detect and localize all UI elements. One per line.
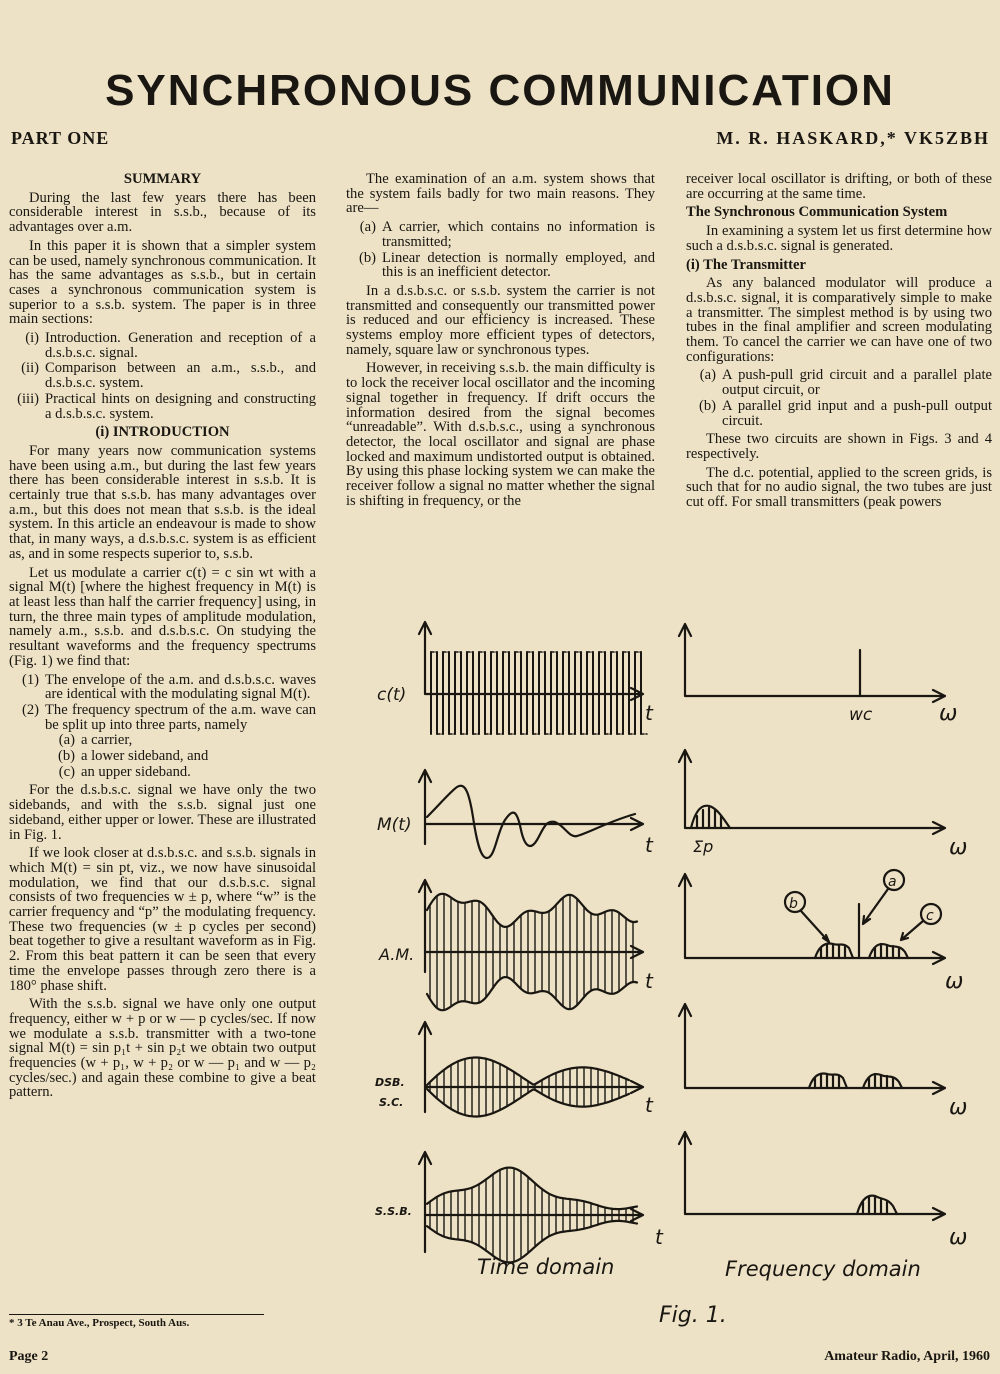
paragraph: For the d.s.b.s.c. signal we have only the two sidebands, and with the s.s.b. signal just one sideband, either upper or lower. These are illustrated in Fig. 1.: [9, 782, 316, 843]
section-heading: The Synchronous Communication System: [686, 204, 948, 221]
paragraph: With the s.s.b. signal we have only one output frequency, either w + p or w — p cycles/sec. If now we modulate a s.s.b. transmitter with a two-tone signal M(t) = sin p₁t + sin p₂t we obtain two output frequencies (w + p₁, w + p₂ or w — p₁ and w — p₂ cycles/sec.) and again these combine to give a beat pattern.: [9, 996, 316, 1101]
column-right: [686, 172, 992, 514]
row-label-sc: S.C.: [379, 1096, 404, 1109]
list-item: (c) an upper sideband.: [58, 763, 191, 780]
omega-axis-label: ω: [949, 835, 968, 860]
issue-line: Amateur Radio, April, 1960: [824, 1349, 990, 1364]
figure-caption: Fig. 1.: [659, 1303, 727, 1328]
time-axes: [419, 622, 643, 1252]
paragraph: The examination of an a.m. system shows that the system fails badly for two main reasons. They are—: [346, 171, 655, 217]
t-axis-label: t: [645, 701, 653, 725]
page-number: Page 2: [9, 1349, 49, 1364]
intro-heading: (i) INTRODUCTION: [95, 424, 230, 441]
t-axis-label: t: [645, 833, 653, 857]
baseband-spectrum: [691, 806, 730, 828]
paragraph: If we look closer at d.s.b.s.c. and s.s.b. signals in which M(t) = sin pt, viz., we now have sinusoidal modulation, we find that our d.s.b.s.c. signal consists of two frequencies w ± p, where “w” is the carrier frequency and “p” the modulating frequency. These two frequencies (w ± p cycles per second) beat together to give a resultant waveform as in Fig. 2. From this beat pattern it can be seen that every time the envelope passes through zero there is a 180° phase shift.: [9, 845, 316, 994]
list-item: (i) Introduction. Generation and reception of a d.s.b.s.c. signal.: [25, 330, 316, 361]
list-item: (1) The envelope of the a.m. and d.s.b.s.c. waves are identical with the modulating signal M(t).: [21, 671, 316, 703]
paragraph: During the last few years there has been considerable interest in s.s.b., because of its advantages over a.m.: [9, 189, 316, 236]
list-item: (a) A push-pull grid circuit and a parallel plate output circuit, or: [699, 367, 992, 399]
omega-axis-label: ω: [945, 969, 964, 994]
paragraph: In this paper it is shown that a simpler system can be used, namely synchronous communication. It has the same advantages as s.s.b., but in certain cases a synchronous communication system is superior to a s.s.b. system. The paper is in three main sections:: [9, 237, 316, 328]
row-label-dsb: DSB.: [375, 1076, 405, 1089]
callout-a: a: [888, 874, 897, 890]
am-spectrum: [785, 870, 941, 958]
author-byline: M. R. HASKARD,* VK5ZBH: [716, 128, 990, 148]
footnote: * 3 Te Anau Ave., Prospect, South Aus.: [9, 1314, 264, 1329]
subsection-heading: (i) The Transmitter: [686, 256, 806, 273]
omega-axis-label: ω: [949, 1095, 968, 1120]
t-axis-label: t: [645, 969, 653, 993]
reasons-list: [346, 220, 655, 280]
config-list: [686, 368, 992, 428]
list-item: (b) a lower sideband, and: [57, 748, 209, 765]
list-item: (iii) Practical hints on designing and constructing a d.s.b.s.c. system.: [17, 390, 316, 422]
callout-c: c: [926, 908, 934, 924]
part-label: PART ONE: [11, 128, 110, 148]
modulating-signal: [427, 786, 635, 858]
paragraph: In examining a system let us first determine how such a d.s.b.s.c. signal is generated.: [686, 223, 992, 254]
omega-axis-label: ω: [949, 1225, 968, 1250]
time-domain-caption: Time domain: [477, 1255, 615, 1279]
column-middle: [346, 172, 655, 512]
t-axis-label: t: [655, 1225, 663, 1249]
paragraph: For many years now communication systems have been using a.m., but during the last few years there has been considerable interest in s.s.b. It is certainly true that s.s.b. has many advantages over a.m., but this does not mean that s.s.b. is the ideal system. In this article an endeavour is made to show that, in many ways, a d.s.b.s.c. system is as efficient as, and in some respects superior to, s.s.b.: [9, 442, 316, 562]
article-title: SYNCHRONOUS COMMUNICATION: [105, 66, 895, 115]
ssb-spectrum: [857, 1196, 897, 1214]
list-item: (2) The frequency spectrum of the a.m. wave can be split up into three parts, namely: [21, 701, 316, 733]
paragraph: Let us modulate a carrier c(t) = c sin wt with a signal M(t) [where the highest frequency in M(t) is at least less than half the carrier frequency] using, in turn, the three main types of amplitude modulation, namely a.m., s.s.b. and d.s.b.s.c. On studying the resultant waveforms and the frequency spectrums (Fig. 1) we find that:: [9, 564, 316, 669]
list-item: (a) A carrier, which contains no information is transmitted;: [359, 219, 655, 250]
list-item: (b) Linear detection is normally employed, and this is an inefficient detector.: [358, 249, 655, 281]
callout-b: b: [789, 896, 798, 912]
list-item: (ii) Comparison between an a.m., s.s.b., and d.s.b.s.c. system.: [21, 360, 316, 392]
carrier-frequency-label: wc: [849, 705, 873, 725]
list-item: (a) a carrier,: [58, 732, 133, 749]
frequency-domain-caption: Frequency domain: [725, 1257, 921, 1281]
row-label-modulating: M(t): [377, 815, 412, 835]
row-label-carrier: c(t): [377, 685, 407, 705]
summary-heading: SUMMARY: [123, 171, 202, 187]
paragraph: These two circuits are shown in Figs. 3 and 4 respectively.: [686, 431, 992, 462]
figure-1: [345, 612, 995, 1332]
paragraph: The d.c. potential, applied to the screen grids, is such that for no audio signal, the two tubes are just cut off. For small transmitters (peak powers: [686, 464, 992, 511]
findings-list: [9, 673, 316, 780]
paragraph: receiver local oscillator is drifting, or both of these are occurring at the same time.: [686, 171, 992, 202]
row-label-am: A.M.: [379, 945, 415, 964]
t-axis-label: t: [645, 1093, 653, 1117]
column-left: [9, 172, 316, 1104]
sum-p-label: Σp: [693, 837, 714, 856]
section-list: [9, 331, 316, 421]
paragraph: In a d.s.b.s.c. or s.s.b. system the carrier is not transmitted and consequently our transmitted power is reduced and our efficiency is increased. These systems employ more efficient types of detectors, namely, square law or synchronous types.: [346, 282, 655, 358]
paragraph: As any balanced modulator will produce a d.s.b.s.c. signal, it is comparatively simple to make a transmitter. The simplest method is by using two tubes in the final amplifier and screen modulating them. To cancel the carrier we can have one of two configurations:: [686, 275, 992, 365]
paragraph: However, in receiving s.s.b. the main difficulty is to lock the receiver local oscillator and the incoming signal together in frequency. If drift occurs the information desired from the signal becomes “unreadable”. With d.s.b.s.c., using a synchronous detector, the local oscillator and signal are phase locked and maximum undistorted output is obtained. By using this phase locking system we can make the receiver follow a signal no matter whether the signal is shifting in frequency, or the: [346, 360, 655, 509]
dsbsc-spectrum: [809, 1074, 902, 1088]
list-item: (b) A parallel grid input and a push-pull output circuit.: [698, 397, 992, 429]
omega-axis-label: ω: [939, 701, 958, 726]
row-label-ssb: S.S.B.: [375, 1205, 412, 1218]
